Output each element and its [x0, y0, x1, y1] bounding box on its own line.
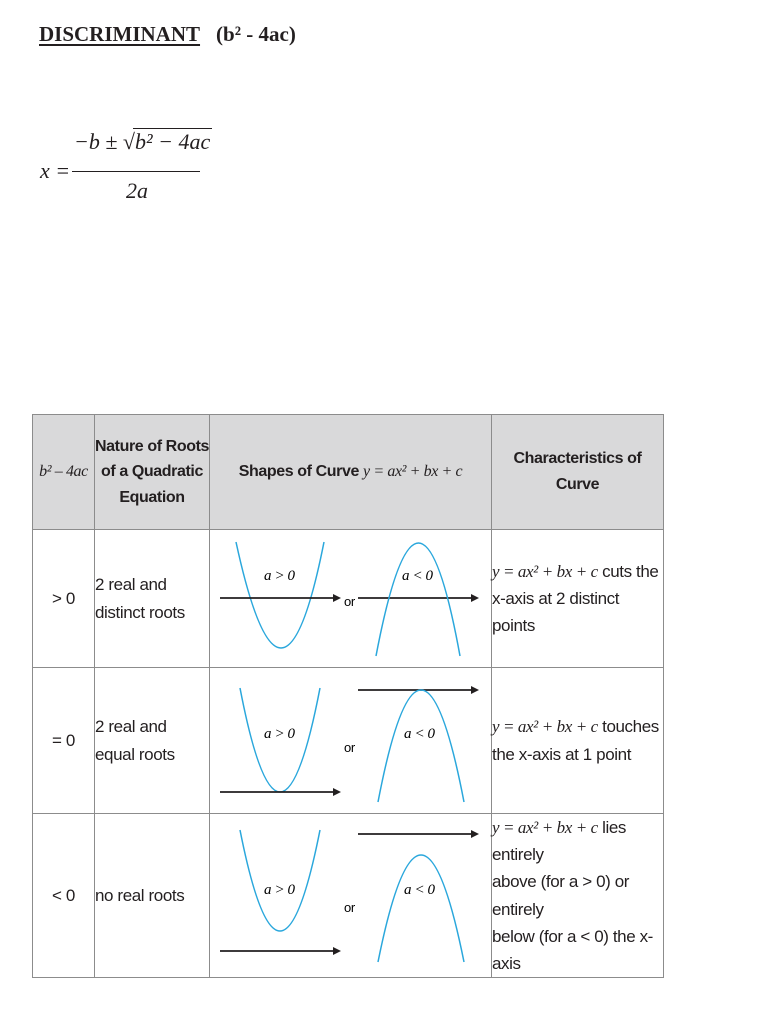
curve-diagram-none [210, 814, 492, 974]
condition-cell: > 0 [33, 530, 95, 668]
discriminant-table [32, 414, 664, 978]
formula-radicand: b² − 4ac [135, 129, 211, 154]
nature-cell: 2 real and distinct roots [95, 530, 210, 668]
header-nature: Nature of Roots of a Quadratic Equation [95, 415, 210, 530]
downward-parabola [378, 855, 464, 962]
nature-cell: no real roots [95, 814, 210, 978]
table-header-row [33, 415, 664, 530]
arrowhead [333, 594, 341, 602]
sqrt-icon: √ [122, 129, 135, 154]
shape-label-negative: a < 0 [404, 726, 435, 742]
or-label: or [344, 740, 355, 755]
shape-label-negative: a < 0 [402, 568, 433, 584]
upward-parabola [236, 542, 324, 648]
curve-diagram-equal [210, 668, 492, 814]
characteristics-cell: y = ax² + bx + c cuts the x-axis at 2 distinct points [492, 530, 664, 668]
table-row [33, 530, 664, 668]
page-title [39, 22, 296, 47]
header-discriminant: b² – 4ac [33, 415, 95, 530]
condition-cell: < 0 [33, 814, 95, 978]
nature-cell: 2 real and equal roots [95, 668, 210, 814]
formula-denominator: 2a [126, 178, 148, 203]
shape-cell [210, 668, 492, 814]
characteristics-cell: y = ax² + bx + c lies entirely above (for a > 0) or entirely below (for a < 0) the x-axis [492, 814, 664, 978]
shape-cell [210, 814, 492, 978]
formula-numerator [74, 128, 211, 155]
table-row [33, 668, 664, 814]
arrowhead [333, 947, 341, 955]
condition-cell: = 0 [33, 668, 95, 814]
shape-label-positive: a > 0 [264, 568, 295, 584]
formula-lhs: x = [40, 158, 71, 183]
shape-label-negative: a < 0 [404, 882, 435, 898]
or-label: or [344, 594, 355, 609]
upward-parabola [240, 830, 320, 931]
arrowhead [471, 594, 479, 602]
title-heading: DISCRIMINANT [39, 22, 201, 46]
fraction-bar [72, 171, 200, 172]
downward-parabola [376, 543, 460, 656]
or-label: or [344, 900, 355, 915]
curve-diagram-distinct [210, 530, 492, 668]
title-expression: (b² - 4ac) [216, 22, 296, 46]
header-shapes: Shapes of Curve y = ax² + bx + c [210, 415, 492, 530]
formula-numerator-prefix: −b ± [74, 129, 123, 154]
downward-parabola [378, 690, 464, 802]
arrowhead [471, 686, 479, 694]
characteristics-cell: y = ax² + bx + c touches the x-axis at 1 point [492, 668, 664, 814]
arrowhead [333, 788, 341, 796]
header-characteristics: Characteristics of Curve [492, 415, 664, 530]
shape-cell [210, 530, 492, 668]
shape-label-positive: a > 0 [264, 726, 295, 742]
table-row [33, 814, 664, 978]
arrowhead [471, 830, 479, 838]
shape-label-positive: a > 0 [264, 882, 295, 898]
